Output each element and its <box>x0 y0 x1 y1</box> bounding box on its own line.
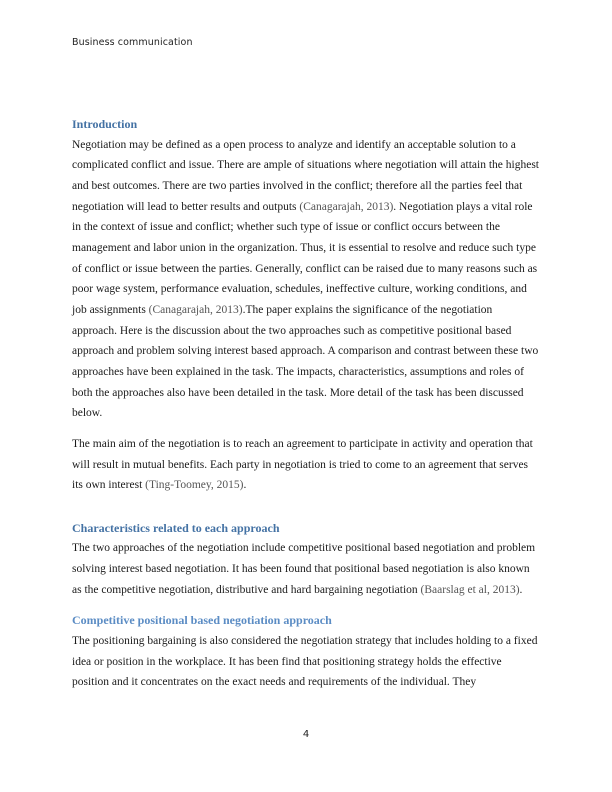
citation: (Ting-Toomey, 2015) <box>145 479 244 492</box>
citation: (Baarslag et al, 2013) <box>420 583 520 596</box>
page-header: Business communication <box>72 37 193 48</box>
citation: (Canagarajah, 2013) <box>148 303 243 316</box>
spacer <box>72 600 540 610</box>
text-run: . <box>243 479 247 492</box>
text-run: .The paper explains the significance of the negotiation approach. Here is the discussion about the two approaches such as competitive positional based approach and problem solving interest based approach. A comparison and contrast between these two approaches have been explained in the task. The impacts, characteristics, assumptions and roles of both the approaches also have been detailed in the task. More detail of the task has been discussed below. <box>72 303 539 420</box>
spacer <box>72 496 540 518</box>
paragraph-introduction-1 <box>72 135 540 424</box>
text-run: . Negotiation plays a vital role in the context of issue and conflict; whether such type of issue or conflict occurs between the management and labor union in the organization. Thus, it is essential to resolve and reduce such type of conflict or issue between the parties. Generally, conflict can be raised due to many reasons such as poor wage system, performance evaluation, schedules, ineffective culture, working conditions, and job assignments <box>72 200 538 316</box>
spacer <box>72 424 540 434</box>
paragraph-introduction-2 <box>72 434 540 496</box>
page-number: 4 <box>302 729 310 740</box>
document-body <box>72 114 540 693</box>
text-run: . <box>519 583 523 596</box>
paragraph-competitive-1: The positioning bargaining is also considered the negotiation strategy that includes holding to a fixed idea or position in the workplace. It has been find that positioning strategy holds the effective position and it concentrates on the exact needs and requirements of the individual. They <box>72 635 538 689</box>
text-run: The main aim of the negotiation is to reach an agreement to participate in activity and operation that will result in mutual benefits. Each party in negotiation is tried to come to an agreement that serves its own interest <box>72 437 533 492</box>
paragraph-characteristics-1 <box>72 538 540 600</box>
text-run: The two approaches of the negotiation include competitive positional based negotiation and problem solving interest based negotiation. It has been found that positional based negotiation is also known as the competitive negotiation, distributive and hard bargaining negotiation <box>72 542 536 596</box>
section-heading-competitive: Competitive positional based negotiation approach <box>72 613 332 628</box>
section-heading-introduction: Introduction <box>72 117 138 131</box>
citation: (Canagarajah, 2013) <box>299 200 394 213</box>
section-heading-characteristics: Characteristics related to each approach <box>72 520 280 535</box>
text-run: Negotiation may be defined as a open process to analyze and identify an acceptable solution to a complicated conflict and issue. There are ample of situations where negotiation will attain the highest and best outcomes. There are two parties involved in the conflict; therefore all the parties feel that negotiation will lead to better results and outputs <box>72 138 539 213</box>
